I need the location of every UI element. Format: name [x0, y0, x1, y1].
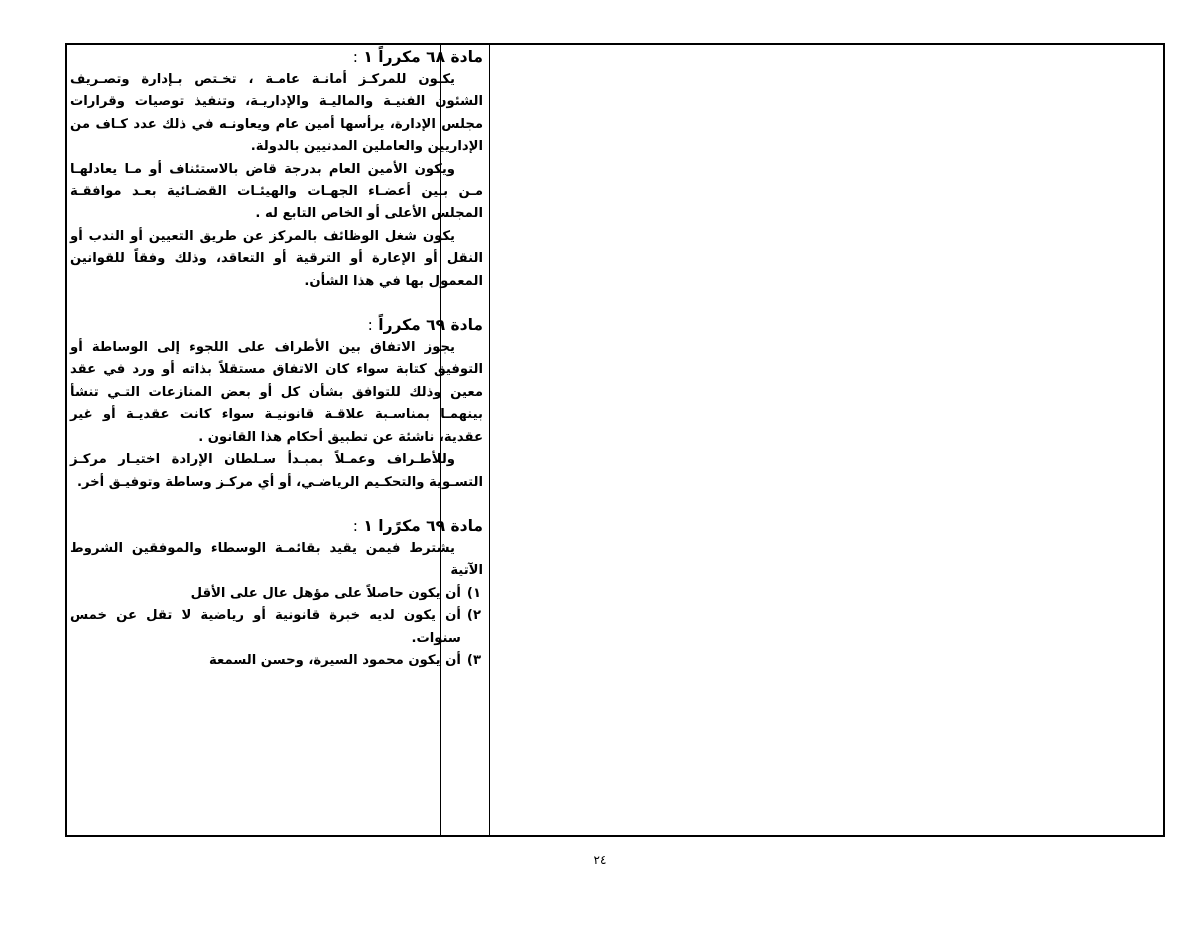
list-item-text: أن يكون لديه خبرة قانونية أو رياضية لا تقل عن خمس سنوات. [70, 608, 461, 646]
article-paragraph: يكـون للمركـز أمانـة عامـة ، تخـتص بـإدارة وتصـريف الشئون الفنيـة والماليـة والإداريـة، وتنفيذ توصيات وقرارات مجلس الإدارة، يرأسها أمين عام ويعاونـه في ذلك عدد كـاف من الإداريين والعاملين المدنيين بالدولة. [70, 72, 483, 155]
list-item-text: أن يكون محمود السيرة، وحسن السمعة [209, 652, 461, 668]
list-item-text: أن يكون حاصلاً على مؤهل عال على الأقل [190, 585, 461, 601]
document-table-overlay [65, 43, 1165, 837]
article-paragraph: ويكون الأمين العام بدرجة قاض بالاستئناف أو مـا يعادلهـا مـن بـين أعضـاء الجهـات والهيئـات القضـائية بعـد موافقـة المجلس الأعلى أو الخاص التابع له . [70, 161, 483, 222]
list-item-number: ١) [466, 585, 481, 601]
list-item [70, 650, 483, 672]
list-item [70, 583, 483, 605]
article-paragraph: وللأطـراف وعمـلاً بمبـدأ سـلطان الإرادة اختيـار مركـز التسـوية والتحكـيم الرياضـي، أو أي مركـز وساطة وتوفيـق أخر. [70, 452, 483, 490]
table-column-text [65, 43, 490, 837]
list-item [70, 605, 483, 650]
page-number: ٢٤ [593, 853, 607, 867]
article-heading: مادة ٦٨ مكرراً ١ : [352, 48, 483, 66]
spacer [70, 494, 483, 515]
article-paragraph: يشترط فيمن يقيد بقائمـة الوسطاء والموفقين الشروط الآتية [70, 540, 483, 579]
list-item-number: ٢) [466, 608, 481, 624]
article-heading: مادة ٦٩ مكرراً : [367, 316, 483, 335]
list-item-number: ٣) [466, 652, 481, 668]
article-paragraph: يكون شغل الوظائف بالمركز عن طريق التعيين أو الندب أو النقل أو الإعارة أو الترقية أو التعاقد، وذلك وفقاً للقوانين المعمول بها في هذا الشأن. [70, 228, 483, 289]
article-heading: مادة ٦٩ مكرًرا ١ : [352, 516, 483, 535]
article-paragraph: يجوز الاتفاق بين الأطراف على اللجوء إلى الوساطة أو التوفيق كتابة سواء كان الاتفاق مستقلاً بذاته أو ورد في عقد معين وذلك للتوافق بشأن كل أو بعض المنازعات التـي تنشأ بينهمـا بمناسـبة علاقـة قانونيـة سواء كانت عقديـة أو غير عقدية، ناشئة عن تطبيق أحكام هذا القانون . [70, 340, 483, 445]
spacer [70, 293, 483, 314]
